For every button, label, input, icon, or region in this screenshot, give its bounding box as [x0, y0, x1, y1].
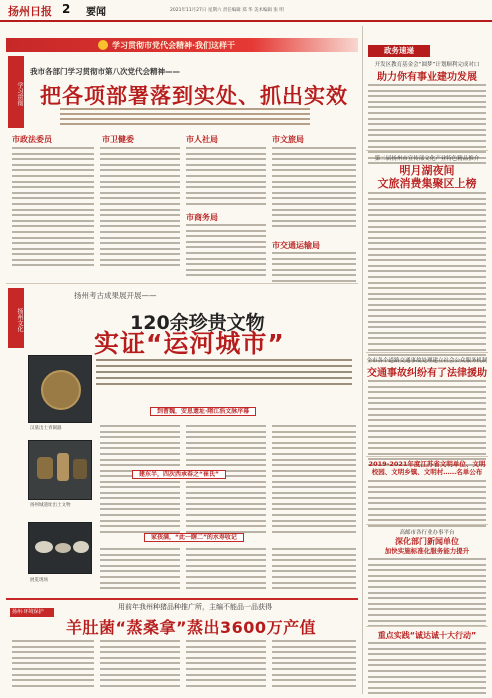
right-story6-title: 重点实践“诚达诚十大行动”	[377, 631, 477, 640]
photo-caption-2: 扬州城遗址出土文物	[30, 503, 71, 508]
culture-story-kicker: 扬州考古成果展开展——	[74, 291, 157, 300]
main-story-kicker: 我市各部门学习贯彻市第八次党代会精神——	[30, 67, 180, 76]
exhibition-photo	[28, 522, 92, 574]
culture-title-line2: 实证“运河城市”	[94, 329, 285, 358]
culture-text-col-5	[186, 486, 266, 536]
culture-story-tag: 扬州文化	[8, 288, 24, 348]
bottom-story-title: 羊肚菌“蒸桑拿”蒸出3600万产值	[66, 618, 317, 637]
main-text-col-3b	[186, 224, 266, 280]
main-text-col-4	[272, 147, 356, 231]
culture-band-1: 到曹魏，安息遗址·隋江浩文脉序幕	[150, 407, 256, 416]
main-text-col-3	[186, 147, 266, 207]
right-rule-4	[366, 524, 488, 525]
right-story6-text	[368, 642, 486, 698]
page-number: 2	[62, 2, 71, 16]
right-story4-title: 2019-2021年度江苏省文明单位、文明校园、文明乡镇、文明村……名单公布	[368, 460, 486, 476]
right-rule-1	[366, 150, 488, 151]
right-story2-kicker: 第二届扬州市宣传部文化产业特色精品推介	[374, 156, 480, 162]
main-story-intro	[60, 108, 310, 128]
right-story5-text	[368, 558, 486, 631]
right-story1-title: 助力你有事业建功发展	[377, 72, 477, 83]
culture-band-3: 家孩满，“此一瞎二”的水寿收记	[144, 533, 244, 542]
paper-name: 扬州日报	[8, 5, 52, 18]
right-story3-kicker: 全市各个道路交通事故处理建立社会公众服务机制	[366, 358, 488, 364]
right-story4-text	[368, 480, 486, 530]
bronze-vessel-photo	[28, 355, 92, 423]
topic-banner	[6, 38, 358, 52]
right-rule-5	[366, 626, 488, 627]
artifacts-photo	[28, 440, 92, 500]
bottom-story-tag: 扬州·环境保护	[10, 608, 54, 617]
main-subhead-3: 市人社局	[186, 135, 218, 144]
right-story2-title-2: 文旅消费集聚区上榜	[377, 177, 477, 190]
right-rule-2	[366, 352, 488, 353]
bottom-text-col-2	[100, 640, 180, 690]
right-story5-title-2: 加快实施标准化服务能力提升	[384, 547, 470, 555]
right-story1-kicker: 开发区教育基金会“圆梦”计划顺利完成对口	[374, 62, 480, 68]
main-subhead-1: 市政法委员	[12, 135, 52, 144]
culture-text-col-3	[272, 425, 356, 487]
main-subhead-5: 市商务局	[186, 213, 218, 222]
culture-text-col-9	[272, 548, 356, 593]
main-story-tag: 学习贯彻	[8, 56, 24, 128]
main-story-title: 把各项部署落到实处、抓出实效	[40, 84, 348, 108]
bottom-text-col-3	[186, 640, 266, 690]
masthead	[0, 0, 492, 22]
right-story5-title-1: 深化部门新闻单位	[395, 537, 459, 546]
main-text-col-2	[100, 147, 180, 270]
right-story2-title-1: 明月湖夜间	[399, 164, 455, 177]
bottom-text-col-1	[12, 640, 94, 690]
right-column-tag: 政务速递	[368, 45, 430, 57]
culture-text-col-4	[100, 486, 180, 536]
issue-info: 2021年11月27日 星期六 责任编辑 郑 华 美术编辑 张 明	[170, 8, 284, 13]
right-story5-kicker: 高邮市各行业办事平台	[399, 530, 455, 536]
right-story3-title: 交通事故纠纷有了法律援助	[367, 368, 487, 379]
bottom-story-kicker: 用前年我州种猪品种推广所，主编不能品一品获得	[118, 603, 272, 611]
main-subhead-2: 市卫健委	[102, 135, 134, 144]
column-divider	[362, 26, 363, 694]
article-divider	[6, 283, 358, 284]
party-emblem-icon	[98, 40, 108, 50]
bottom-story-rule	[6, 598, 358, 600]
right-story2-text	[368, 192, 486, 365]
banner-text: 学习贯彻市党代会精神·我们这样干	[112, 41, 236, 50]
main-subhead-6: 市交通运输局	[272, 241, 320, 250]
section-name: 要闻	[86, 7, 106, 18]
main-text-col-1	[12, 147, 94, 270]
culture-title-line1: 120余珍贵文物	[130, 312, 265, 334]
photo-caption-3: 展览现场	[30, 578, 48, 583]
culture-band-2: 建东半，四次西承春之“崔氏”	[132, 470, 226, 479]
main-subhead-4: 市文旅局	[272, 135, 304, 144]
culture-text-col-6	[272, 486, 356, 536]
photo-caption-1: 汉墓出土青铜器	[30, 426, 62, 431]
main-text-col-4b	[272, 252, 356, 286]
culture-text-col-8	[186, 548, 266, 593]
bottom-text-col-4	[272, 640, 356, 690]
right-rule-3	[366, 456, 488, 457]
culture-text-col-7	[100, 548, 180, 593]
culture-intro-quote	[96, 359, 352, 389]
